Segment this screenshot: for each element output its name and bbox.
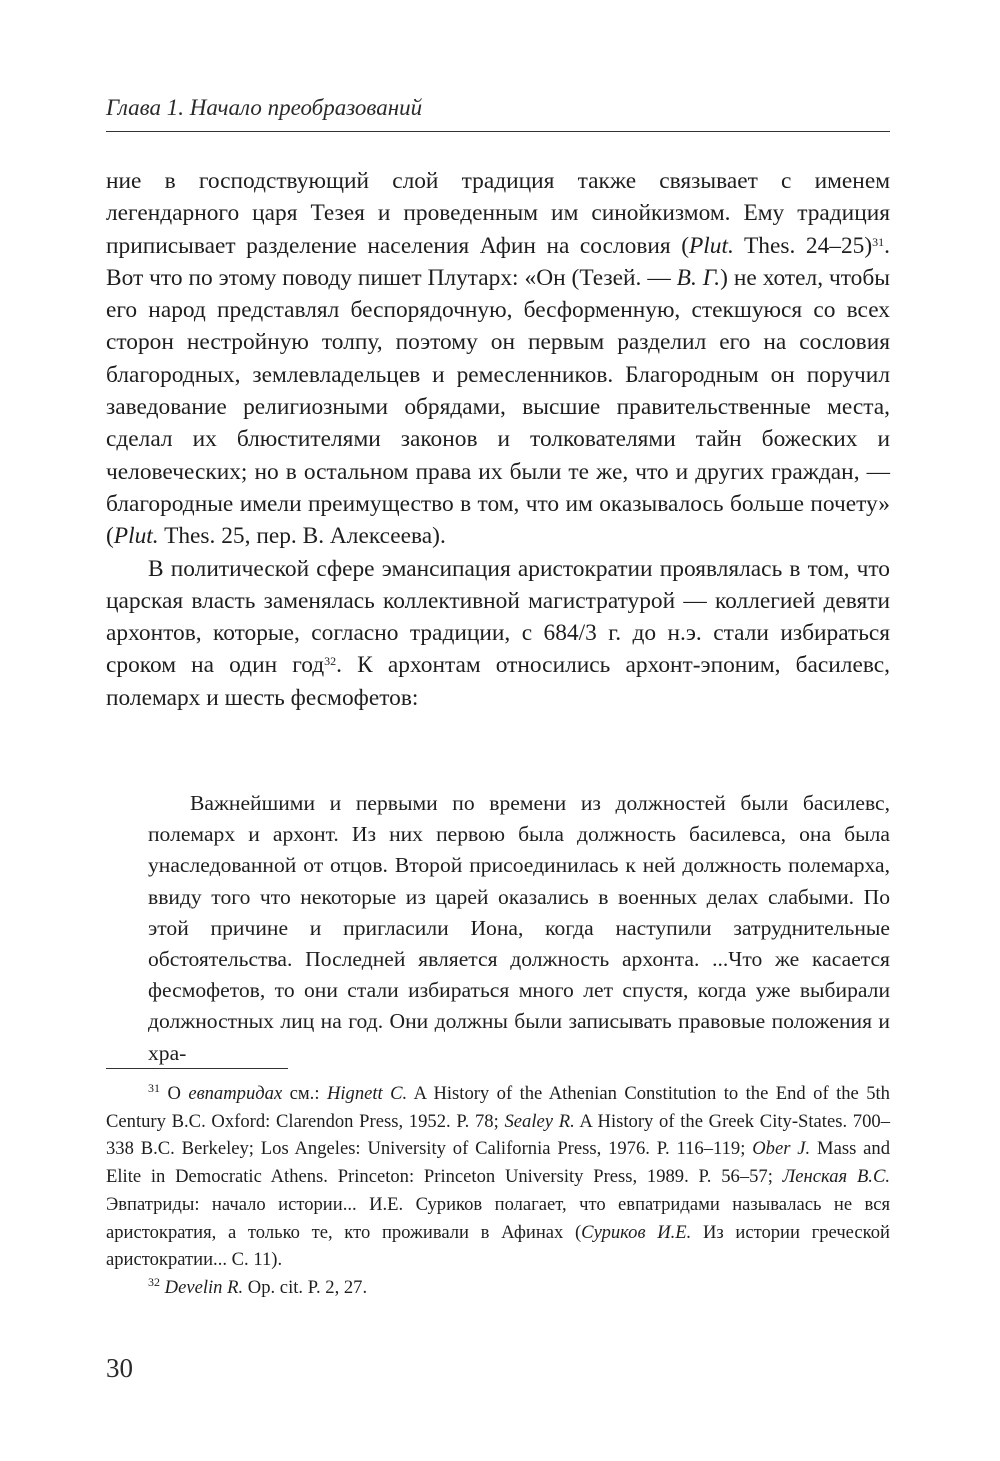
citation-author: Develin R. xyxy=(164,1276,244,1298)
text-run: Op. cit. P. 2, 27. xyxy=(243,1276,368,1298)
footnote-ref-31[interactable]: 31 xyxy=(872,234,885,249)
footnotes xyxy=(106,1080,890,1302)
quote-paragraph: Важнейшими и первыми по времени из должностей были басилевс, полемарх и архонт. Из них первою была должность басилевса, она была унаследованной от отцов. Второй присоединилась к ней должность полемарха, ввиду того что некоторые из царей оказались в военных делах слабыми. По этой причине и пригласили Иона, когда наступили затруднительные обстоятельства. Последней является должность архонта. ...Что же касается фесмофетов, то они стали избираться много лет спустя, когда уже выбирали должностных лиц на год. Они должны были записывать правовые положения и хра- xyxy=(148,791,890,1065)
text-run: Thes. 24–25) xyxy=(733,232,873,259)
footnote-ref-32[interactable]: 32 xyxy=(324,654,337,669)
text-run: Из истории греческой аристократии... С. 11). xyxy=(106,1221,890,1271)
block-quote xyxy=(148,788,890,1069)
text-run: Mass and Elite in Democratic Athens. Princeton: Princeton University Press, 1989. P. 56–57; xyxy=(106,1138,891,1188)
running-head: Глава 1. Начало преобразований xyxy=(106,95,423,120)
text-run: ние в господствующий слой традиция также связывает с именем легендарного царя Тезея и проведенным им синойкизмом. Ему традиция приписывает разделение населения Афин на сословия ( xyxy=(106,168,890,259)
footnote-number: 31 xyxy=(148,1081,160,1095)
text-run: Эвпатриды: начало истории... И.Е. Суриков полагает, что евпатридами называлась не вся аристократия, а только те, кто проживали в Афинах ( xyxy=(106,1193,890,1243)
italic-term: евпатридах xyxy=(188,1083,283,1104)
text-run: О xyxy=(167,1083,189,1104)
text-run: В политической сфере эмансипация аристократии проявлялась в том, что царская власть заменялась коллективной магистратурой — коллегией девяти архонтов, которые, согласно традиции, с 684/3 г. до н.э. стали избираться сроком на один год xyxy=(106,555,890,679)
author-abbrev: Plut. xyxy=(689,232,734,259)
text-run: . К архонтам относились архонт-эпоним, басилевс, полемарх и шесть фесмофетов: xyxy=(106,652,890,711)
text-run: A History of the Athenian Constitution to the End of the 5th Century B.C. Oxford: Clarendon Press, 1952. P. 78; xyxy=(106,1083,890,1132)
page-number: 30 xyxy=(106,1353,133,1383)
paragraph-2 xyxy=(106,553,890,714)
footnote-31 xyxy=(106,1080,890,1274)
main-text xyxy=(106,165,890,714)
editor-initials: В. Г. xyxy=(676,264,721,291)
text-run: A History of the Greek City-States. 700–338 B.C. Berkeley; Los Angeles: University of California Press, 1976. P. 116–119; xyxy=(106,1110,890,1160)
text-run: . Вот что по этому поводу пишет Плутарх: «Он (Тезей. — xyxy=(106,232,890,291)
header-rule xyxy=(106,131,890,132)
text-run: ) не хотел, чтобы его народ представлял беспорядочную, бесформенную, стекшуюся со всех сторон нестройную толпу, поэтому он первым разделил его на сословия благородных, землевладельцев и ремесленников. Благородным он поручил заведование религиозными обрядами, высшие правительственные места, сделал их блюстителями законов и толкователями тайн божеских и человеческих; но в остальном права их были те же, что и других граждан, — благородные имели преимущество в том, что им оказывалось больше почету» ( xyxy=(106,264,890,550)
paragraph-1 xyxy=(106,165,890,553)
footnote-number: 32 xyxy=(148,1274,160,1289)
text-run: см.: xyxy=(282,1083,327,1104)
text-run: Thes. 25, пер. В. Алексеева). xyxy=(158,523,446,550)
footnote-32 xyxy=(106,1274,890,1302)
citation-author: Ober J. xyxy=(752,1138,811,1160)
book-page xyxy=(106,0,890,1461)
citation-author: Ленская В.С. xyxy=(782,1166,891,1188)
citation-author: Суриков И.Е. xyxy=(581,1221,692,1243)
footnote-rule xyxy=(106,1068,288,1069)
citation-author: Hignett C. xyxy=(326,1083,408,1104)
citation-author: Sealey R. xyxy=(504,1110,575,1132)
author-abbrev: Plut. xyxy=(113,523,159,550)
